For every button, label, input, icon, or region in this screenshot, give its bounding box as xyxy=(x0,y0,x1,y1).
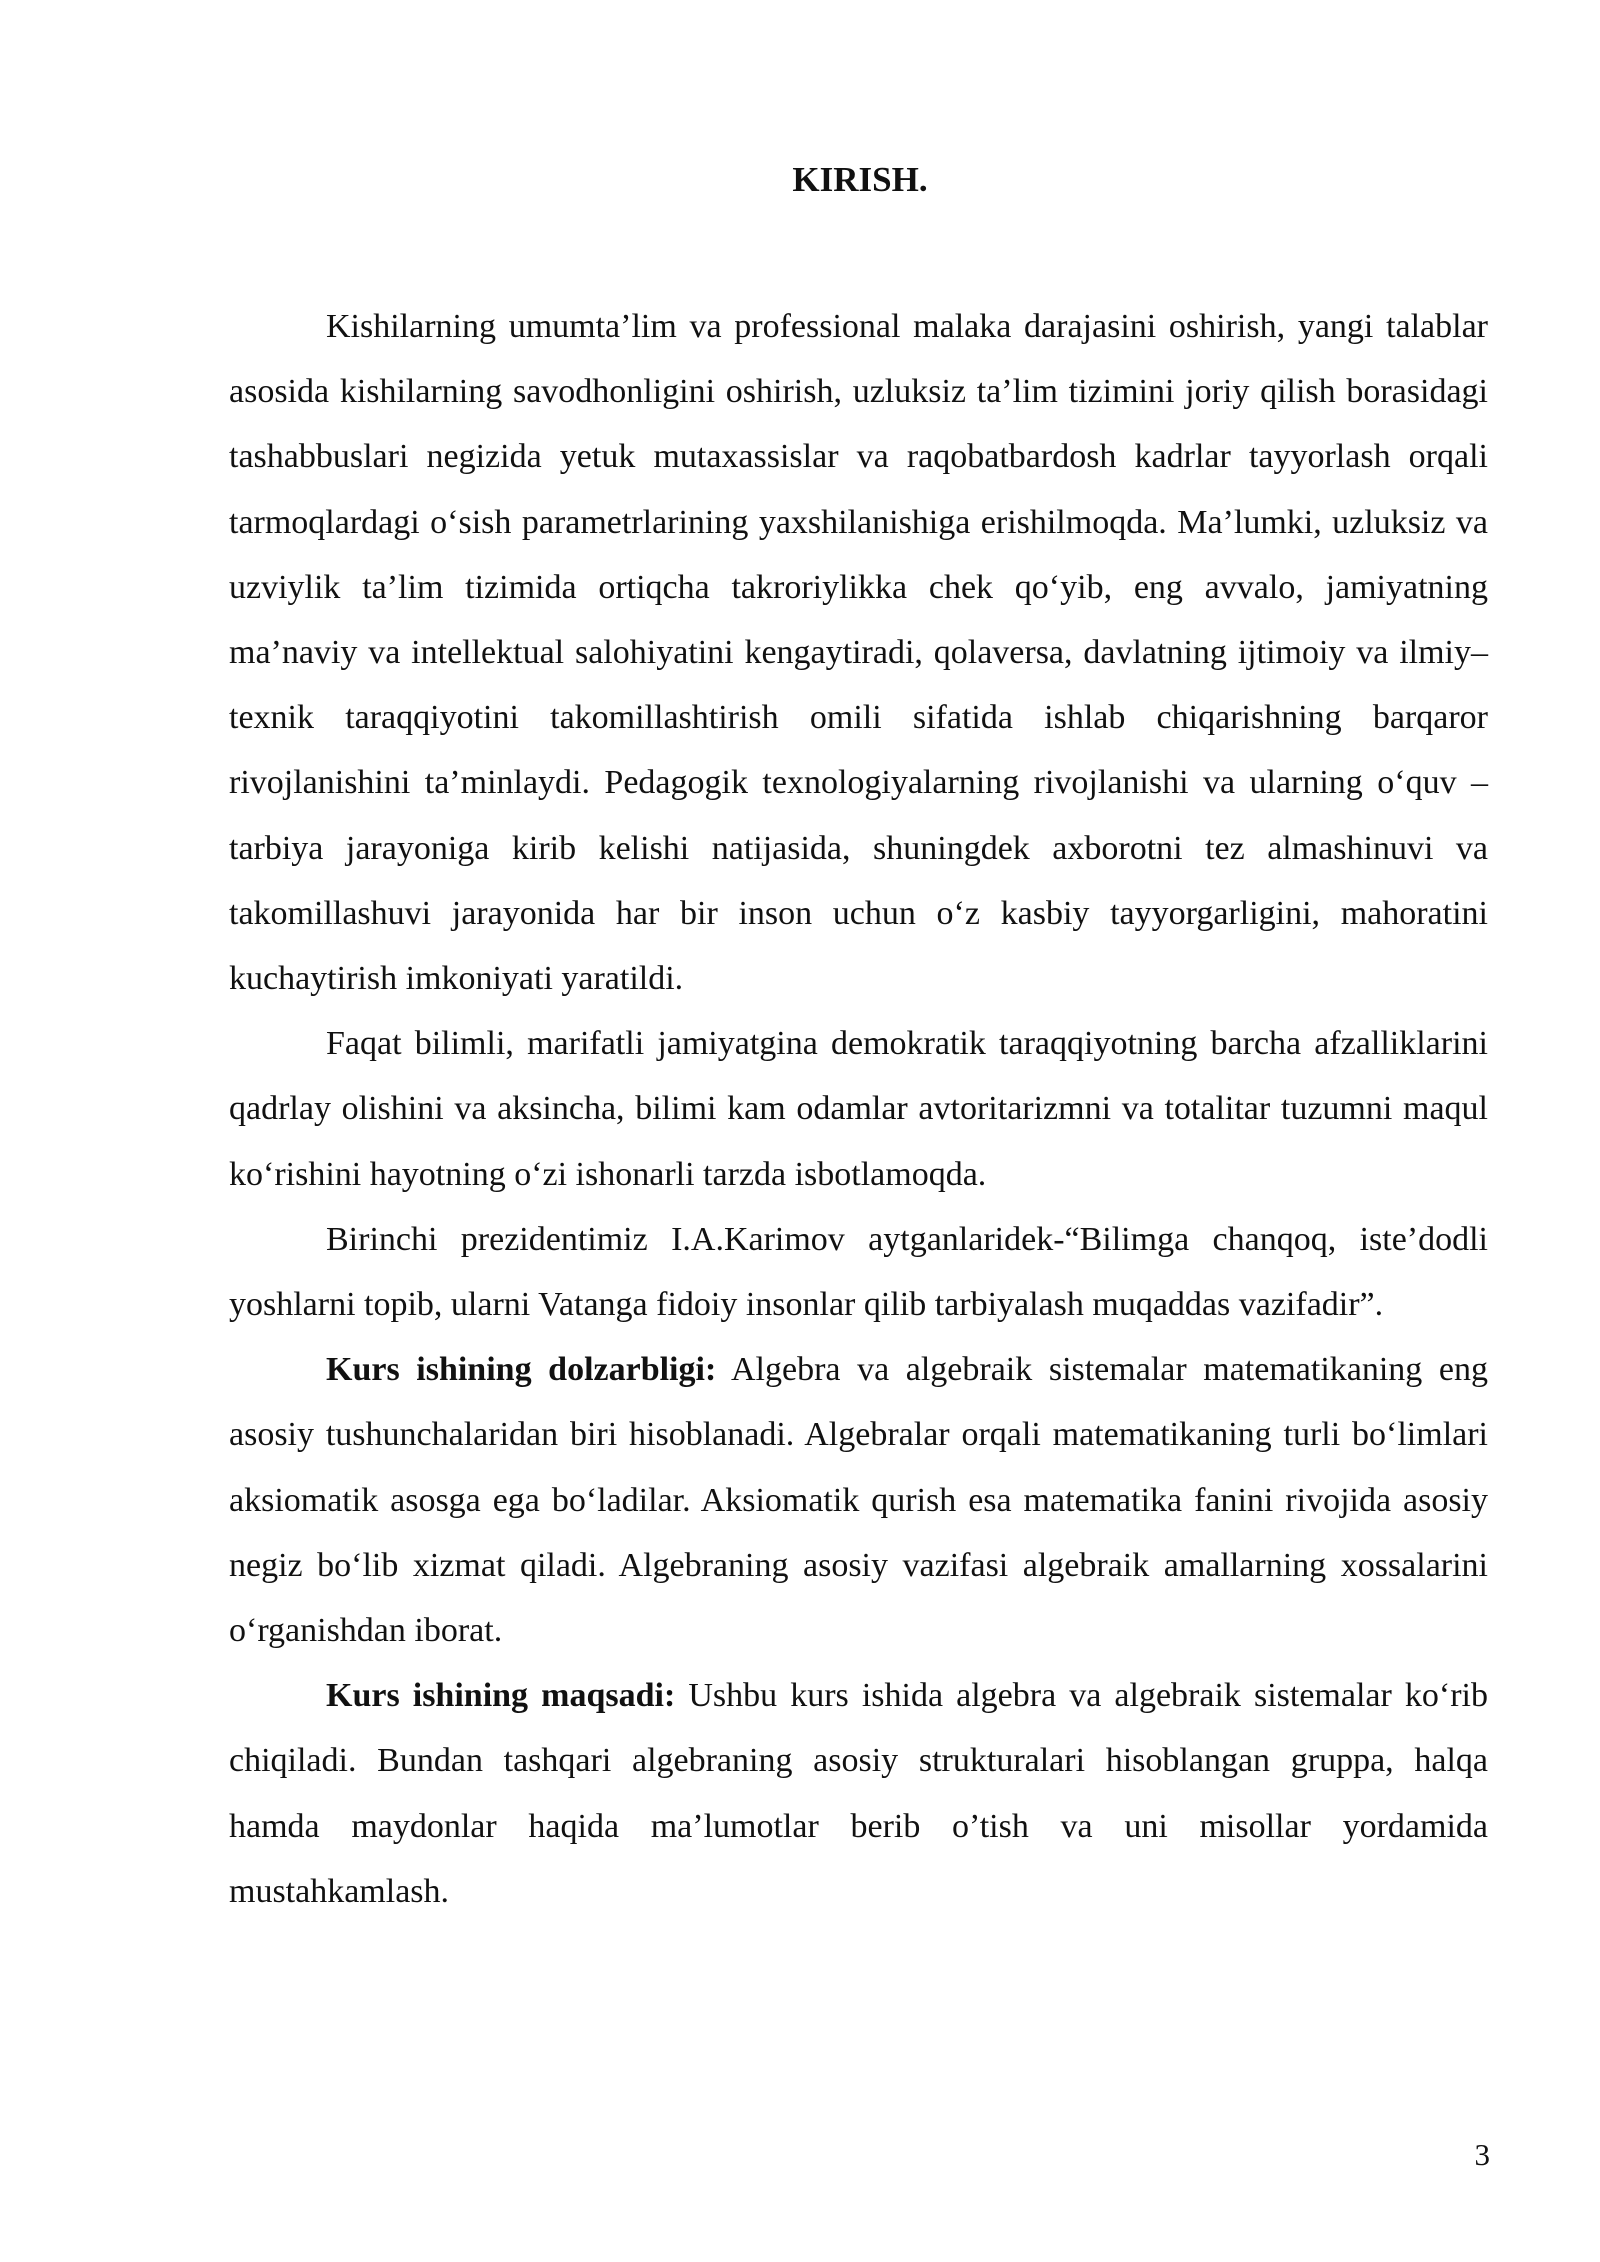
paragraph-lead: Kurs ishining dolzarbligi: xyxy=(326,1351,717,1389)
paragraph-society xyxy=(229,1011,1488,1207)
paragraph-goal xyxy=(229,1663,1488,1924)
page-number: 3 xyxy=(1474,2137,1490,2172)
paragraph-text: Faqat bilimli, marifatli jamiyatgina demokratik taraqqiyotning barcha afzalliklarini qadrlay olishini va aksincha, bilimi kam odamlar avtoritarizmni va totalitar tuzumni maqul ko‘rishini hayotning o‘zi ishonarli tarzda isbotlamoqda. xyxy=(229,1025,1488,1193)
paragraph-intro xyxy=(229,294,1488,1011)
paragraph-text: Birinchi prezidentimiz I.A.Karimov aytganlaridek-“Bilimga chanqoq, iste’dodli yoshlarni topib, ularni Vatanga fidoiy insonlar qilib tarbiyalash muqaddas vazifadir”. xyxy=(229,1220,1488,1324)
paragraph-quote xyxy=(229,1207,1488,1337)
paragraph-text: Algebra va algebraik sistemalar matematikaning eng asosiy tushunchalaridan biri hisoblanadi. Algebralar orqali matematikaning turli bo‘limlari aksiomatik asosga ega bo‘ladilar. Aksiomatik qurish esa matematika fanini rivojida asosiy negiz bo‘lib xizmat qiladi. Algebraning asosiy vazifasi algebraik amallarning xossalarini o‘rganishdan iborat. xyxy=(229,1351,1488,1650)
paragraph-text: Kishilarning umumta’lim va professional malaka darajasini oshirish, yangi talablar asosida kishilarning savodhonligini oshirish, uzluksiz ta’lim tizimini joriy qilish borasidagi tashabbuslari negizida yetuk mutaxassislar va raqobatbardosh kadrlar tayyorlash orqali tarmoqlardagi o‘sish parametrlarining yaxshilanishiga erishilmoqda. Ma’lumki, uzluksiz va uzviylik ta’lim tizimida ortiqcha takroriylikka chek qo‘yib, eng avvalo, jamiyatning ma’naviy va intellektual salohiyatini kengaytiradi, qolaversa, davlatning ijtimoiy va ilmiy–texnik taraqqiyotini takomillashtirish omili sifatida ishlab chiqarishning barqaror rivojlanishini ta’minlaydi. Pedagogik texnologiyalarning rivojlanishi va ularning o‘quv – tarbiya jarayoniga kirib kelishi natijasida, shuningdek axborotni tez almashinuvi va takomillashuvi jarayonida har bir inson uchun o‘z kasbiy tayyorgarligini, mahoratini kuchaytirish imkoniyati yaratildi. xyxy=(229,308,1488,998)
paragraph-text: Ushbu kurs ishida algebra va algebraik sistemalar ko‘rib chiqiladi. Bundan tashqari algebraning asosiy strukturalari hisoblangan gruppa, halqa hamda maydonlar haqida ma’lumotlar berib o’tish va uni misollar yordamida mustahkamlash. xyxy=(229,1677,1489,1910)
paragraph-relevance xyxy=(229,1337,1488,1663)
paragraph-lead: Kurs ishining maqsadi: xyxy=(326,1677,676,1715)
page-title: KIRISH. xyxy=(792,160,928,199)
body-text xyxy=(229,294,1488,1924)
